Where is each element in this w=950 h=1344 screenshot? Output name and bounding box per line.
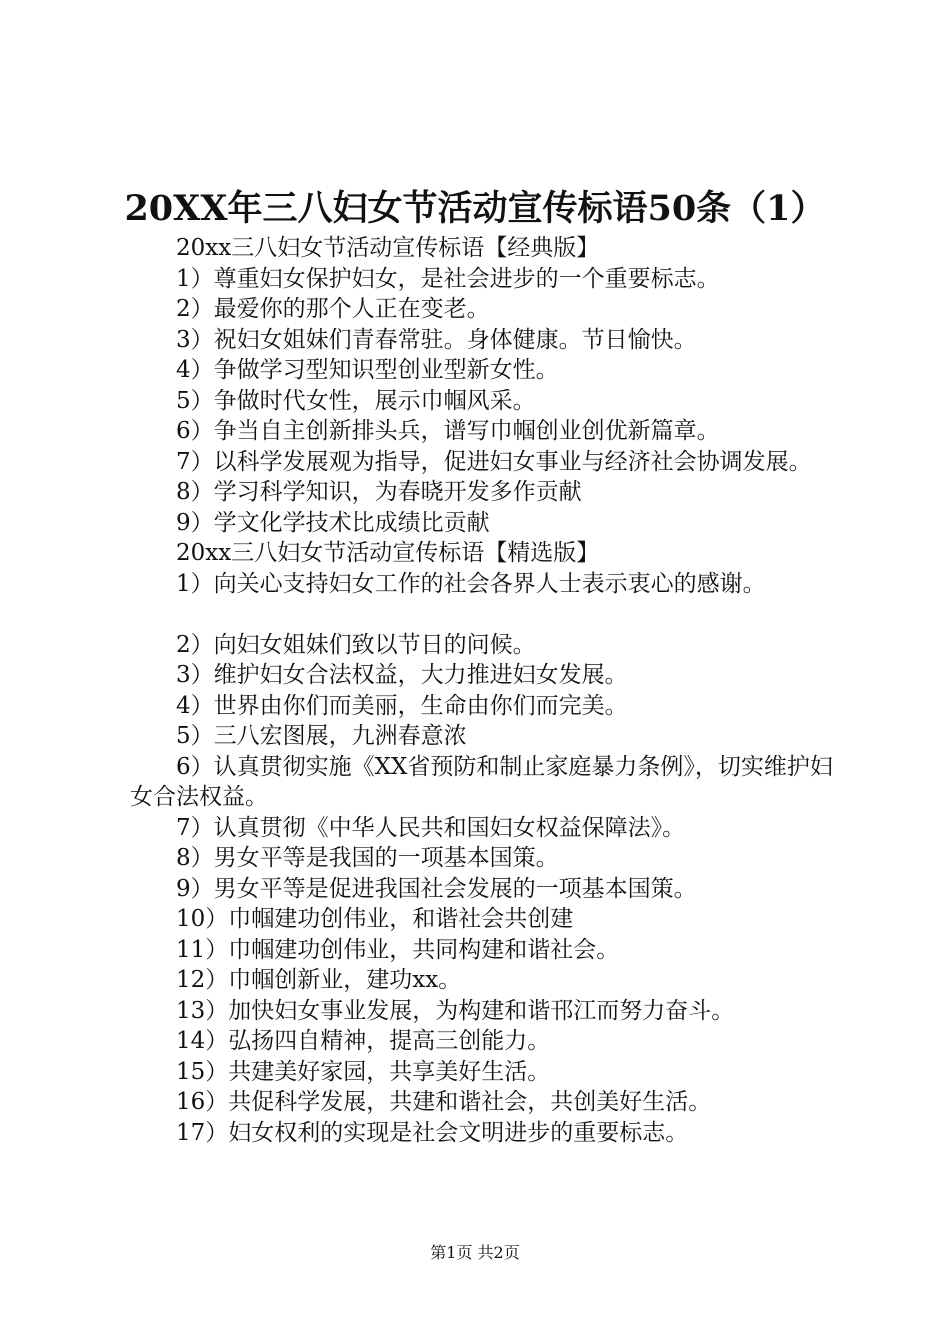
slogan-item: 3）祝妇女姐妹们青春常驻。身体健康。节日愉快。 — [176, 326, 697, 353]
slogan-item: 14）弘扬四自精神，提高三创能力。 — [176, 1028, 551, 1054]
section-heading-selected: 20xx三八妇女节活动宣传标语【精选版】 — [176, 540, 600, 566]
slogan-item: 2）向妇女姐妹们致以节日的问候。 — [176, 631, 536, 658]
slogan-item: 11）巾帼建功创伟业，共同构建和谐社会。 — [176, 936, 620, 963]
slogan-item: 7）以科学发展观为指导，促进妇女事业与经济社会协调发展。 — [176, 448, 812, 475]
page-title: 20XX年三八妇女节活动宣传标语50条（1） — [124, 188, 826, 229]
slogan-item: 6）争当自主创新排头兵，谱写巾帼创业创优新篇章。 — [176, 418, 720, 444]
slogan-item: 17）妇女权利的实现是社会文明进步的重要标志。 — [176, 1119, 689, 1146]
slogan-item: 16）共促科学发展，共建和谐社会，共创美好生活。 — [176, 1089, 712, 1115]
slogan-item: 4）世界由你们而美丽，生命由你们而完美。 — [176, 692, 628, 719]
slogan-item: 2）最爱你的那个人正在变老。 — [176, 296, 490, 322]
slogan-item: 10）巾帼建功创伟业，和谐社会共创建 — [176, 906, 574, 932]
slogan-item: 12）巾帼创新业，建功xx。 — [176, 967, 462, 993]
slogan-item: 9）学文化学技术比成绩比贡献 — [176, 509, 490, 536]
slogan-item: 5）三八宏图展，九洲春意浓 — [176, 723, 467, 749]
slogan-item: 9）男女平等是促进我国社会发展的一项基本国策。 — [176, 875, 697, 902]
section-heading-classic: 20xx三八妇女节活动宣传标语【经典版】 — [176, 235, 600, 261]
slogan-item: 8）男女平等是我国的一项基本国策。 — [176, 845, 559, 871]
slogan-item: 13）加快妇女事业发展，为构建和谐邗江而努力奋斗。 — [176, 997, 735, 1024]
slogan-item: 15）共建美好家园，共享美好生活。 — [176, 1058, 551, 1085]
slogan-item: 7）认真贯彻《中华人民共和国妇女权益保障法》。 — [176, 814, 686, 841]
document-body — [130, 233, 840, 1148]
slogan-item: 1）尊重妇女保护妇女，是社会进步的一个重要标志。 — [176, 265, 720, 292]
slogan-item: 1）向关心支持妇女工作的社会各界人士表示衷心的感谢。 — [176, 570, 766, 597]
slogan-item: 6）认真贯彻实施《XX省预防和制止家庭暴力条例》，切实维护妇女合法权益。 — [130, 753, 833, 810]
slogan-item: 4）争做学习型知识型创业型新女性。 — [176, 357, 559, 383]
slogan-item: 3）维护妇女合法权益，大力推进妇女发展。 — [176, 662, 628, 688]
blank-line — [130, 599, 840, 630]
page-footer: 第1页 共2页 — [430, 1243, 520, 1262]
slogan-item: 8）学习科学知识，为春晓开发多作贡献 — [176, 479, 582, 505]
slogan-item: 5）争做时代女性，展示巾帼风采。 — [176, 387, 536, 414]
